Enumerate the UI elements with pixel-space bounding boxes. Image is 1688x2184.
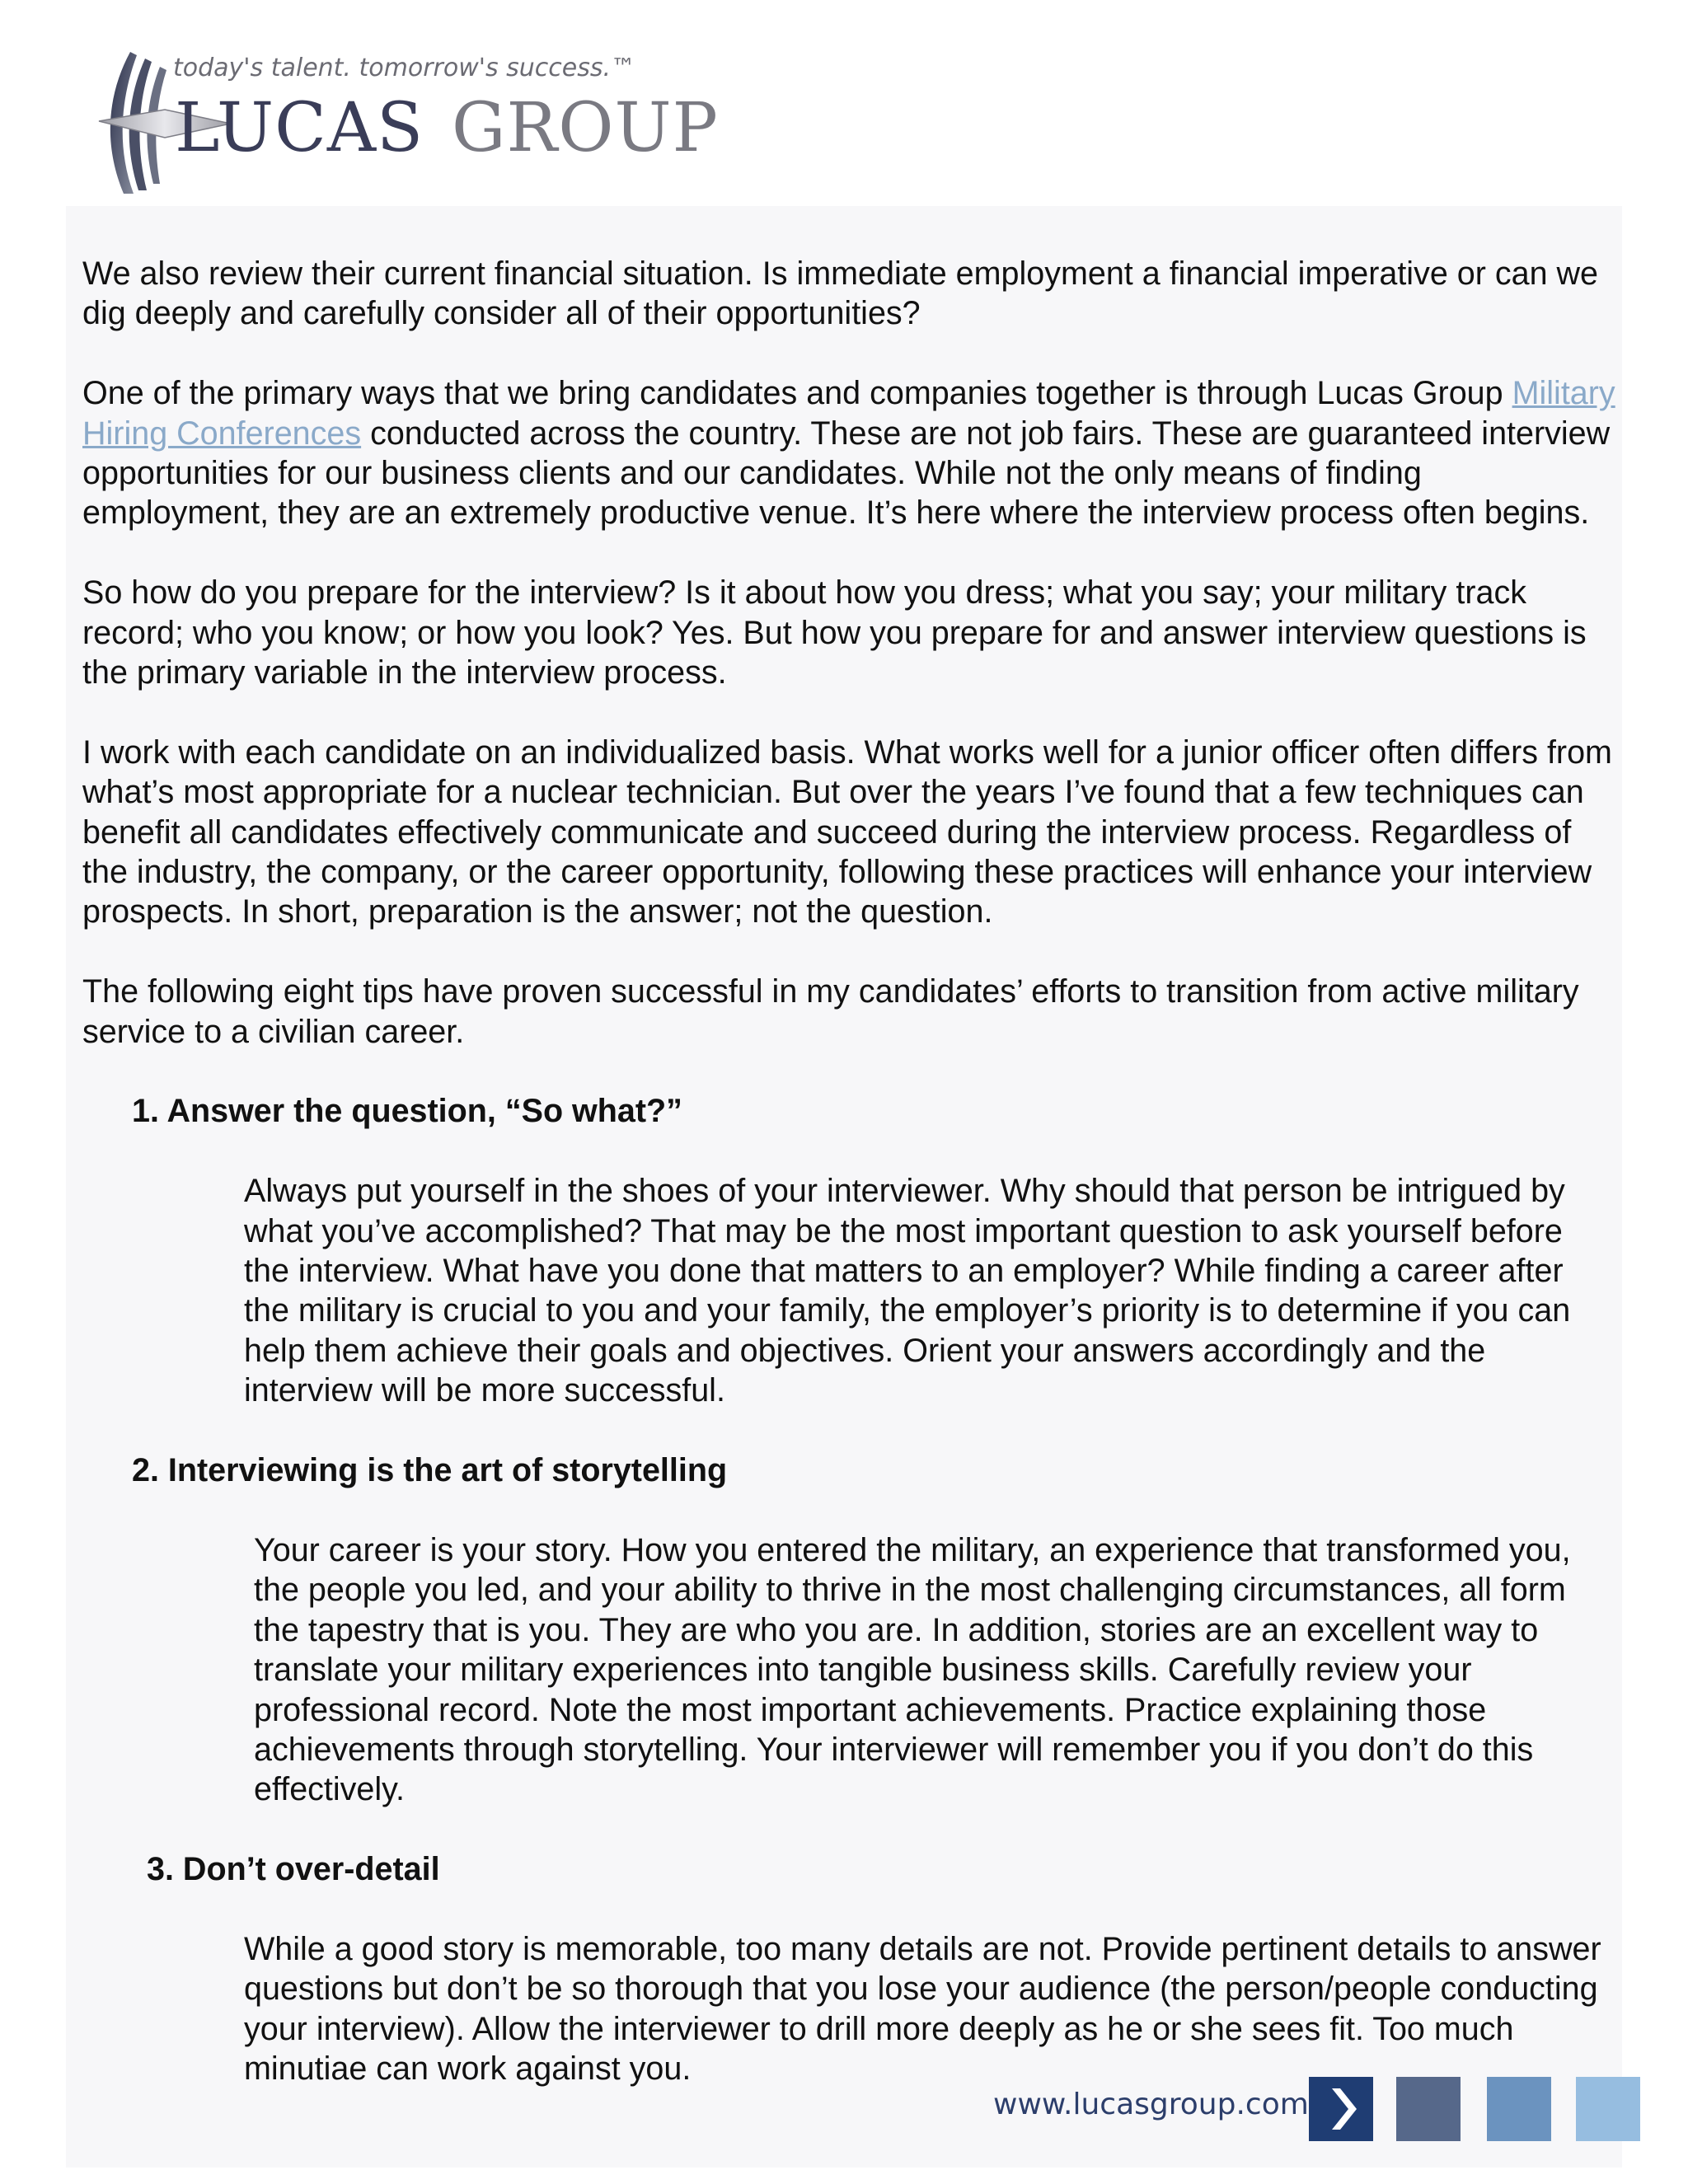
logo-brand-lucas: LUCAS xyxy=(175,89,424,167)
tip-2 xyxy=(82,1451,1615,1810)
tip-heading: 2. Interviewing is the art of storytelling xyxy=(132,1452,728,1489)
paragraph-conferences xyxy=(82,373,1615,533)
tip-3 xyxy=(82,1849,1615,2088)
paragraph-conferences-text-1: One of the primary ways that we bring candidates and companies together is through Lucas Group xyxy=(82,375,1512,412)
paragraph-conferences-text-2: conducted across the country. These are not job fairs. These are guaranteed interview opportunities for our business clients and our candidates. While not the only means of finding employment, they are an extremely productive venue. It’s here where the interview process often begins. xyxy=(82,415,1611,532)
military-hiring-conferences-link[interactable]: Military Hiring Conferences xyxy=(82,375,1615,452)
tip-heading: 3. Don’t over-detail xyxy=(147,1851,440,1888)
tip-1 xyxy=(82,1091,1615,1410)
article-body xyxy=(82,254,1615,2129)
footer-website-url[interactable]: www.lucasgroup.com xyxy=(993,2088,1309,2121)
tip-body: Your career is your story. How you entered the military, an experience that transformed you, the people you led, and your ability to thrive in the most challenging circumstances, all form the tapestry that is you. They are who you are. In addition, stories are an excellent way to translate your military experiences into tangible business skills. Carefully review your professional record. Note the most important achievements. Practice explaining those achievements through storytelling. Your interviewer will remember you if you don’t do this effectively. xyxy=(254,1531,1571,1808)
lucas-group-logo xyxy=(58,45,767,202)
paragraph-eight-tips: The following eight tips have proven successful in my candidates’ efforts to transition from active military service to a civilian career. xyxy=(82,973,1579,1050)
paragraph-prepare: So how do you prepare for the interview? Is it about how you dress; what you say; your military track record; who you know; or how you look? Yes. But how you prepare for and answer interview questions is the primary variable in the interview process. xyxy=(82,574,1587,691)
logo-tagline: today's talent. tomorrow's success.™ xyxy=(173,54,636,82)
footer-square-4 xyxy=(1576,2077,1640,2141)
footer-square-2 xyxy=(1396,2077,1461,2141)
tip-heading: 1. Answer the question, “So what?” xyxy=(132,1093,682,1130)
tip-body: While a good story is memorable, too many details are not. Provide pertinent details to answer questions but don’t be so thorough that you lose your audience (the person/people conducting your interview). Allow the interviewer to drill more deeply as he or she sees fit. Too much minutiae can work against you. xyxy=(244,1930,1601,2088)
tip-body: Always put yourself in the shoes of your interviewer. Why should that person be intrigued by what you’ve accomplished? That may be the most important question to ask yourself before the interview. What have you done that matters to an employer? While finding a career after the military is crucial to you and your family, the employer’s priority is to determine if you can help them achieve their goals and objectives. Orient your answers accordingly and the interview will be more successful. xyxy=(244,1173,1571,1409)
logo-brand-group: GROUP xyxy=(452,89,719,167)
paragraph-financial: We also review their current financial situation. Is immediate employment a financial imperative or can we dig deeply and carefully consider all of their opportunities? xyxy=(82,255,1599,332)
paragraph-individualized: I work with each candidate on an individualized basis. What works well for a junior officer often differs from what’s most appropriate for a nuclear technician. But over the years I’ve found that a few techniques can benefit all candidates effectively communicate and succeed during the interview process. Regardless of the industry, the company, or the career opportunity, following these practices will enhance your interview prospects. In short, preparation is the answer; not the question. xyxy=(82,733,1612,930)
footer-next-square[interactable] xyxy=(1309,2077,1373,2141)
chevron-right-icon xyxy=(1309,2077,1373,2141)
footer-square-3 xyxy=(1487,2077,1551,2141)
